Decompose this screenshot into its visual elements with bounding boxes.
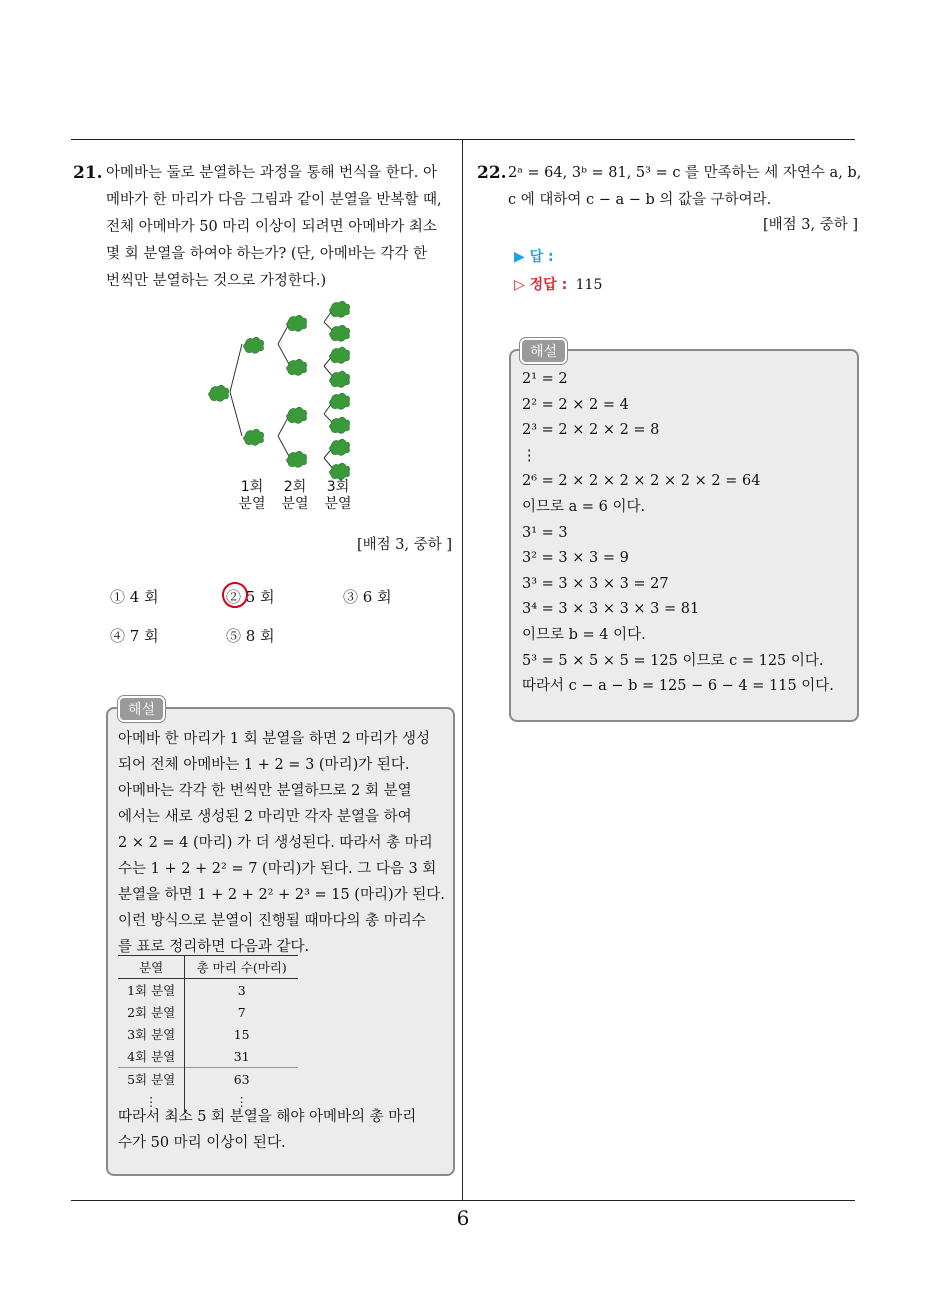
table-row: ⋮ ⋮ xyxy=(118,1090,298,1112)
explanation-text: 2¹ = 2 2² = 2 × 2 = 4 2³ = 2 × 2 × 2 = 8 ⋮ 2⁶ = 2 × 2 × 2 × 2 × 2 × 2 = 64 이므로 a = 6 이다. 3¹ = 3 3² = 3 × 3 = 9 3³ = 3 × 3 × 3 = 27 3⁴ = 3 × 3 × 3 × 3 = 81 이므로 b = 4 이다. 5³ = 5 × 5 × 5 = 125 이므로 c = 125 이다. 따라서 c − a − b = 125 − 6 − 4 = 115 이다. xyxy=(522,371,834,695)
correct-answer-line xyxy=(514,274,602,294)
table-row: 3회 분열 15 xyxy=(118,1023,298,1045)
explanation-text: 아메바 한 마리가 1 회 분열을 하면 2 마리가 생성 되어 전체 아메바는 1 + 2 = 3 (마리)가 된다. 아메바는 각각 한 번씩만 분열하므로 2 회 분열 에서는 새로 생성된 2 마리만 각자 분열을 하여 2 × 2 = 4 (마리) 가 더 생성된다. 따라서 총 마리 수는 1 + 2 + 2² = 7 (마리)가 된다. 그 다음 3 회 분열을 하면 1 + 2 + 2² + 2³ = 15 (마리)가 된다. 이런 방식으로 분열이 진행될 때마다의 총 마리수 를 표로 정리하면 다음과 같다. xyxy=(118,731,445,955)
table-row: 4회 분열 31 xyxy=(118,1045,298,1068)
explanation-tag: 해설 xyxy=(520,338,567,364)
tree-label-3: 3회 분열 xyxy=(324,479,352,512)
amoeba-icon xyxy=(330,325,350,341)
question-number: 21. xyxy=(73,163,103,183)
tree-label-2: 2회 분열 xyxy=(281,479,309,512)
correct-answer-mark xyxy=(222,582,248,608)
question-line: 몇 회 분열을 하여야 하는가? (단, 아메바는 각각 한 xyxy=(106,246,428,262)
choice-1[interactable]: ① 4 회 xyxy=(110,588,159,606)
choice-2[interactable]: ② 5 회 xyxy=(226,586,275,607)
question-line: 번씩만 분열하는 것으로 가정한다.) xyxy=(106,273,327,289)
amoeba-icon xyxy=(330,463,350,479)
division-table xyxy=(118,955,298,1112)
amoeba-icon xyxy=(330,393,350,409)
question-line: 전체 아메바가 50 마리 이상이 되려면 아메바가 최소 xyxy=(106,219,437,235)
question-line: 메바가 한 마리가 다음 그림과 같이 분열을 반복할 때, xyxy=(106,192,442,208)
tree-label-1: 1회 분열 xyxy=(238,479,266,512)
table-header: 총 마리 수(마리) xyxy=(196,960,287,975)
choice-5[interactable]: ⑤ 8 회 xyxy=(226,627,275,645)
amoeba-icon xyxy=(287,315,307,331)
score-note: [배점 3, 중하 ] xyxy=(356,537,452,553)
amoeba-icon xyxy=(330,371,350,387)
amoeba-icon xyxy=(209,385,229,401)
question-line: c 에 대하여 c − a − b 의 값을 구하여라. xyxy=(508,192,772,208)
table-row: 1회 분열 3 xyxy=(118,979,298,1002)
question-line: 아메바는 둘로 분열하는 과정을 통해 번식을 한다. 아 xyxy=(106,165,438,181)
table-header: 분열 xyxy=(118,956,185,979)
table-row: 2회 분열 7 xyxy=(118,1001,298,1023)
top-rule xyxy=(71,139,855,140)
column-divider xyxy=(462,139,463,1200)
amoeba-icon xyxy=(287,451,307,467)
explanation-tag: 해설 xyxy=(118,696,165,722)
choice-4[interactable]: ④ 7 회 xyxy=(110,627,159,645)
amoeba-icon xyxy=(330,347,350,363)
amoeba-icon xyxy=(330,301,350,317)
amoeba-icon xyxy=(330,439,350,455)
amoeba-icon xyxy=(244,337,264,353)
amoeba-icon xyxy=(330,417,350,433)
page-number: 6 xyxy=(456,1206,470,1230)
score-note: [배점 3, 중하 ] xyxy=(762,217,858,233)
answer-label: ▶ 답 : xyxy=(514,249,554,265)
table-row: 5회 분열 63 xyxy=(118,1068,298,1091)
bottom-rule xyxy=(71,1200,855,1201)
correct-label: ▷ 정답 : xyxy=(514,277,568,293)
correct-value: 115 xyxy=(575,277,603,293)
question-number: 22. xyxy=(477,163,507,183)
amoeba-icon xyxy=(287,407,307,423)
choice-3[interactable]: ③ 6 회 xyxy=(343,588,392,606)
explanation-conclusion: 따라서 최소 5 회 분열을 해야 아메바의 총 마리 수가 50 마리 이상이 된다. xyxy=(118,1109,417,1151)
question-text xyxy=(508,160,862,214)
question-text xyxy=(106,160,456,295)
amoeba-icon xyxy=(244,429,264,445)
question-line: 2ᵃ = 64, 3ᵇ = 81, 5³ = c 를 만족하는 세 자연수 a, b, xyxy=(508,165,862,181)
amoeba-icon xyxy=(287,359,307,375)
